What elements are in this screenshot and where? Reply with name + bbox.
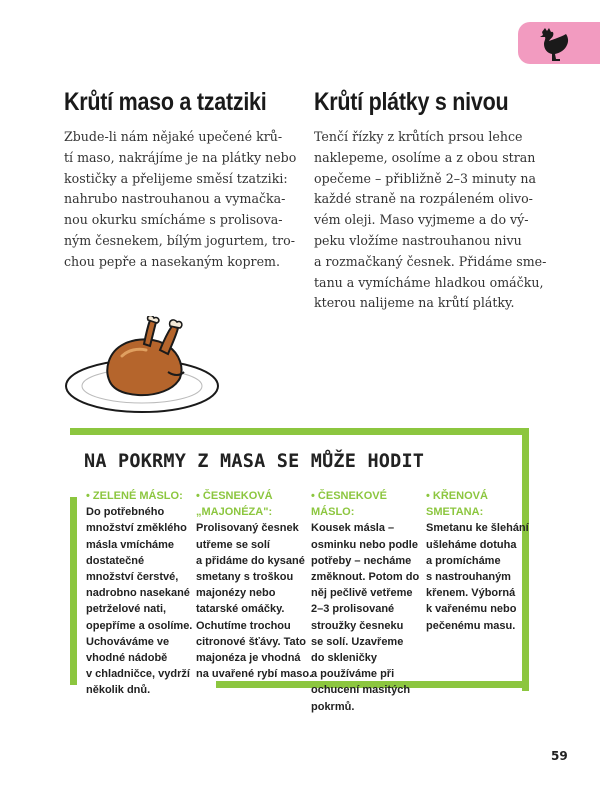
tip-line: citronové šťávy. Tato	[196, 635, 307, 648]
text-line: nou okurku smícháme s prolisova-	[64, 212, 283, 228]
recipe-text-niva	[314, 127, 547, 314]
tip-line: potřeby – necháme	[311, 554, 412, 567]
tip-line: petrželové nati,	[86, 603, 167, 616]
text-line: peku vložíme nastrouhanou nivu	[314, 232, 522, 248]
tip-line: ušleháme dotuha	[426, 538, 517, 551]
tip-line: opepříme a osolíme.	[86, 619, 193, 632]
tip-line: másla vmícháme	[86, 538, 175, 551]
tip-line: Uchováváme ve	[86, 635, 170, 648]
tip-line: majonéza je vhodná	[196, 652, 301, 665]
tip-line: se solí. Uzavřeme	[311, 635, 404, 648]
tip-title	[311, 488, 423, 520]
text-line: tanu a vymícháme hladkou omáčku,	[314, 274, 544, 290]
tip-line: množství čerstvé,	[86, 571, 179, 584]
tip-line: utřeme se solí	[196, 538, 270, 551]
tip-title-line: • ZELENÉ MÁSLO:	[86, 490, 183, 502]
tip-title-line: SMETANA:	[426, 506, 484, 519]
tip-title-line: „MAJONÉZA":	[196, 506, 273, 519]
tip-line: Kousek másla –	[311, 522, 395, 535]
tip-line: tatarské omáčky.	[196, 603, 285, 616]
text-line: opečeme – přibližně 2–3 minuty na	[314, 170, 537, 186]
chicken-icon	[534, 24, 574, 62]
tip-line: vhodné nádobě	[86, 652, 168, 665]
tip-line: pokrmů.	[311, 700, 355, 713]
tip-line: v chladničce, vydrží	[86, 668, 190, 681]
tip-line: Prolisovaný česnek	[196, 522, 299, 535]
tip-line: křenem. Výborná	[426, 587, 516, 600]
tip-line: 2–3 prolisované	[311, 603, 395, 616]
recipe-title-tzatziki: Krůtí maso a tzatziki	[64, 88, 267, 116]
tip-line: množství změklého	[86, 522, 187, 535]
tip-title	[86, 488, 188, 504]
tip-line: a promícháme	[426, 554, 501, 567]
text-line: a rozmačkaný česnek. Přidáme sme-	[314, 253, 547, 269]
tip-line: k vařenému nebo	[426, 603, 517, 616]
tips-heading: NA POKRMY Z MASA SE MŮŽE HODIT	[84, 451, 425, 472]
tip-line: něj pečlivě vetřeme	[311, 587, 413, 600]
text-line: Tenčí řízky z krůtích prsou lehce	[314, 129, 523, 144]
tip-line: osminku nebo podle	[311, 538, 418, 551]
recipe-text-tzatziki	[64, 127, 297, 273]
tip-line: do skleničky	[311, 652, 378, 665]
tip-item	[311, 488, 423, 715]
tip-title	[196, 488, 302, 520]
tip-line: s nastrouhaným	[426, 571, 511, 584]
text-line: ným česnekem, bílým jogurtem, tro-	[64, 232, 295, 248]
tip-line: majonézy nebo	[196, 587, 276, 600]
text-line: chou pepře a nasekaným koprem.	[64, 253, 280, 269]
recipe-title-niva: Krůtí plátky s nivou	[314, 88, 509, 116]
text-line: kostičky a přelijeme směsí tzatziki:	[64, 170, 288, 186]
tip-line: Do potřebného	[86, 506, 165, 519]
section-tab	[518, 22, 600, 64]
tip-line: Ochutíme trochou	[196, 619, 291, 632]
tip-line: stroužky česneku	[311, 619, 404, 632]
tip-line: a přidáme do kysané	[196, 554, 305, 567]
text-line: nahrubo nastrouhanou a vymačka-	[64, 191, 286, 207]
tip-item	[196, 488, 313, 682]
tip-line: smetany s troškou	[196, 571, 294, 584]
tip-item	[86, 488, 193, 699]
text-line: Zbude-li nám nějaké upečené krů-	[64, 129, 283, 144]
tip-line: na uvařené rybí maso.	[196, 668, 313, 681]
tip-line: dostatečné	[86, 554, 145, 567]
text-line: vém oleji. Maso vyjmeme a do vý-	[314, 212, 529, 228]
tip-title	[426, 488, 526, 520]
tip-line: a používáme při	[311, 668, 395, 681]
tip-text	[311, 520, 423, 714]
tip-title-line: • KŘENOVÁ	[426, 490, 488, 502]
tip-item	[426, 488, 529, 634]
text-line: naklepeme, osolíme a z obou stran	[314, 149, 536, 165]
page-number: 59	[551, 749, 568, 763]
tip-line: Smetanu ke šlehání	[426, 522, 529, 535]
tip-text	[196, 520, 313, 682]
tip-line: nadrobno nasekané	[86, 587, 190, 600]
turkey-drumstick	[160, 326, 178, 354]
tip-line: ochucení masitých	[311, 684, 411, 697]
tip-line: změknout. Potom do	[311, 571, 420, 584]
tips-box-border-left	[70, 497, 77, 685]
text-line: tí maso, nakrájíme je na plátky nebo	[64, 149, 297, 165]
tip-text	[86, 504, 193, 698]
tip-line: pečenému masu.	[426, 619, 516, 632]
tip-text	[426, 520, 529, 633]
text-line: každé straně na rozpáleném olivo-	[314, 191, 533, 207]
tip-title-line: • ČESNEKOVÉ MÁSLO:	[311, 490, 387, 519]
tip-title-line: • ČESNEKOVÁ	[196, 490, 273, 502]
tip-line: několik dnů.	[86, 684, 151, 697]
text-line: kterou nalijeme na krůtí plátky.	[314, 295, 515, 311]
roast-turkey-illustration	[64, 316, 224, 416]
